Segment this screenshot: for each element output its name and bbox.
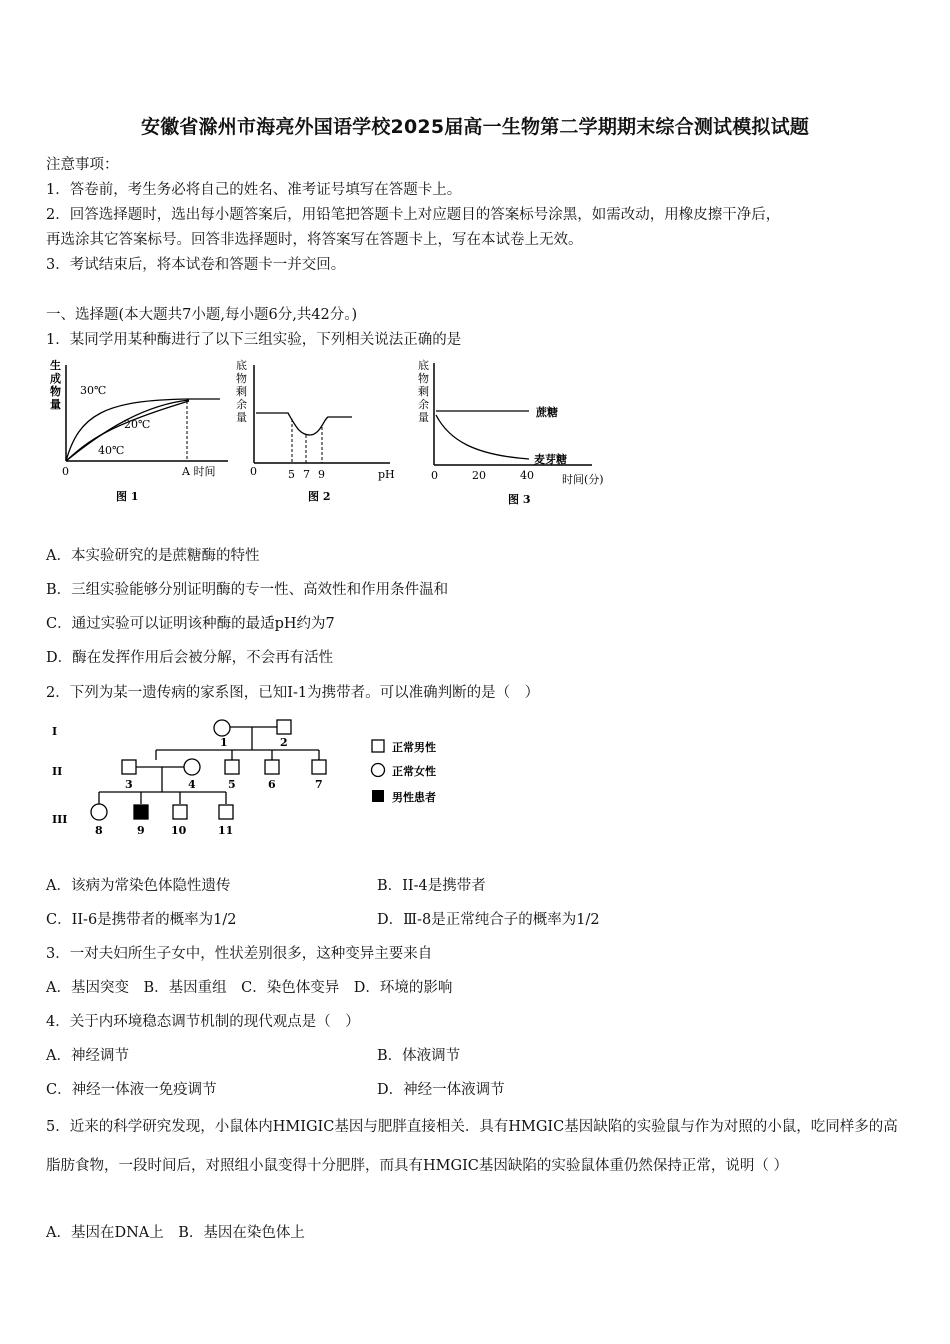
q5-options: A．基因在DNA上 B．基因在染色体上 <box>46 1225 305 1241</box>
generation-label: I <box>52 725 58 738</box>
q3-options: A．基因突变 B．基因重组 C．染色体变异 D．环境的影响 <box>46 980 453 996</box>
fig1-curve-label: 40℃ <box>98 444 125 457</box>
fig1-caption: 图 1 <box>116 490 139 503</box>
fig1-curve-label: 30℃ <box>80 384 107 397</box>
fig3-tick: 40 <box>520 469 534 482</box>
fig3-series-label: 麦芽糖 <box>534 453 567 466</box>
fig3-caption: 图 3 <box>508 493 531 506</box>
q4-option: C．神经一体液一免疫调节 <box>46 1082 217 1098</box>
fig3-origin: 0 <box>431 469 438 482</box>
q2-option: B．II-4是携带者 <box>377 878 486 894</box>
q2-stem: 2．下列为某一遗传病的家系图，已知I-1为携带者。可以准确判断的是（ ） <box>46 685 540 701</box>
individual-label: 11 <box>218 824 234 837</box>
q4-option: B．体液调节 <box>377 1048 461 1064</box>
q2-option: C．II-6是携带者的概率为1/2 <box>46 912 237 928</box>
fig3-series-label: 蔗糖 <box>536 406 558 419</box>
notice-item: 2．回答选择题时，选出每小题答案后，用铅笔把答题卡上对应题目的答案标号涂黑，如需改动，用橡皮擦干净后， <box>46 207 781 223</box>
fig2-ylabel: 剩 <box>236 385 247 398</box>
fig2-tick: 9 <box>318 468 325 481</box>
q1-stem: 1．某同学用某种酶进行了以下三组实验，下列相关说法正确的是 <box>46 332 462 348</box>
q3-stem: 3．一对夫妇所生子女中，性状差别很多，这种变异主要来自 <box>46 946 433 962</box>
legend-label: 正常女性 <box>392 765 436 778</box>
individual-label: 2 <box>280 736 288 749</box>
generation-label: III <box>52 813 68 826</box>
fig2-ylabel: 底 <box>236 359 247 372</box>
notice-heading: 注意事项： <box>46 157 119 173</box>
individual-label: 1 <box>220 736 228 749</box>
fig1-xlabel: A 时间 <box>182 465 216 478</box>
fig2-xlabel: pH <box>378 468 395 481</box>
fig1-ylabel: 生 <box>50 359 61 372</box>
fig2-tick: 7 <box>303 468 310 481</box>
figure-2 <box>236 358 395 503</box>
fig2-origin: 0 <box>250 465 257 478</box>
q4-stem: 4．关于内环境稳态调节机制的现代观点是（ ） <box>46 1014 360 1030</box>
figure-3 <box>418 358 604 506</box>
individual-label: 3 <box>125 778 133 791</box>
individual-label: 4 <box>188 778 196 791</box>
fig1-curve-label: 20℃ <box>124 418 151 431</box>
q4-option: D．神经一体液调节 <box>377 1082 505 1098</box>
individual-label: 6 <box>268 778 276 791</box>
individual-label: 5 <box>228 778 236 791</box>
generation-label: II <box>52 765 63 778</box>
individual-label: 9 <box>137 824 145 837</box>
fig3-ylabel: 剩 <box>418 385 429 398</box>
q2-option: A．该病为常染色体隐性遗传 <box>46 878 231 894</box>
pedigree-legend <box>372 740 437 804</box>
legend-label: 男性患者 <box>392 791 436 804</box>
fig3-ylabel: 余 <box>418 398 429 411</box>
fig2-ylabel: 量 <box>236 411 247 424</box>
section-heading: 一、选择题(本大题共7小题,每小题6分,共42分。) <box>46 307 358 323</box>
fig1-ylabel: 物 <box>50 385 61 398</box>
individual-label: 10 <box>171 824 187 837</box>
fig3-ylabel: 物 <box>418 372 429 385</box>
fig3-xlabel: 时间(分) <box>562 473 604 486</box>
notice-item: 1．答卷前，考生务必将自己的姓名、准考证号填写在答题卡上。 <box>46 182 462 198</box>
q1-option: B．三组实验能够分别证明酶的专一性、高效性和作用条件温和 <box>46 582 449 598</box>
fig2-ylabel: 物 <box>236 372 247 385</box>
q4-option: A．神经调节 <box>46 1048 129 1064</box>
fig2-tick: 5 <box>288 468 295 481</box>
q5-stem: 5．近来的科学研究发现，小鼠体内HMIGIC基因与肥胖直接相关．具有HMGIC基因缺陷的实验鼠与作为对照的小鼠，吃同样多的高脂肪食物，一段时间后，对照组小鼠变得十分肥胖，而具有HMGIC基因缺陷的实验鼠体重仍然保持正常，说明（ ） <box>46 1119 898 1174</box>
fig2-caption: 图 2 <box>308 490 331 503</box>
q1-option: C．通过实验可以证明该种酶的最适pH约为7 <box>46 616 335 632</box>
fig1-origin: 0 <box>62 465 69 478</box>
q2-option: D．Ⅲ-8是正常纯合子的概率为1/2 <box>377 912 600 928</box>
fig3-tick: 20 <box>472 469 486 482</box>
legend-label: 正常男性 <box>392 741 436 754</box>
pedigree-chart <box>44 708 484 848</box>
page-title: 安徽省滁州市海亮外国语学校2025届高一生物第二学期期末综合测试模拟试题 <box>140 116 810 138</box>
q1-option: A．本实验研究的是蔗糖酶的特性 <box>46 548 260 564</box>
fig2-ylabel: 余 <box>236 398 247 411</box>
individual-label: 7 <box>315 778 323 791</box>
q1-option: D．酶在发挥作用后会被分解，不会再有活性 <box>46 650 334 666</box>
figure-1 <box>50 358 228 503</box>
fig3-ylabel: 量 <box>418 411 429 424</box>
fig3-ylabel: 底 <box>418 359 429 372</box>
q1-figures <box>44 355 644 515</box>
individual-label: 8 <box>95 824 103 837</box>
notice-item: 3．考试结束后，将本试卷和答题卡一并交回。 <box>46 257 346 273</box>
fig1-ylabel: 成 <box>50 372 61 385</box>
notice-item: 再选涂其它答案标号。回答非选择题时，将答案写在答题卡上，写在本试卷上无效。 <box>46 232 583 248</box>
fig1-ylabel: 量 <box>50 398 61 411</box>
